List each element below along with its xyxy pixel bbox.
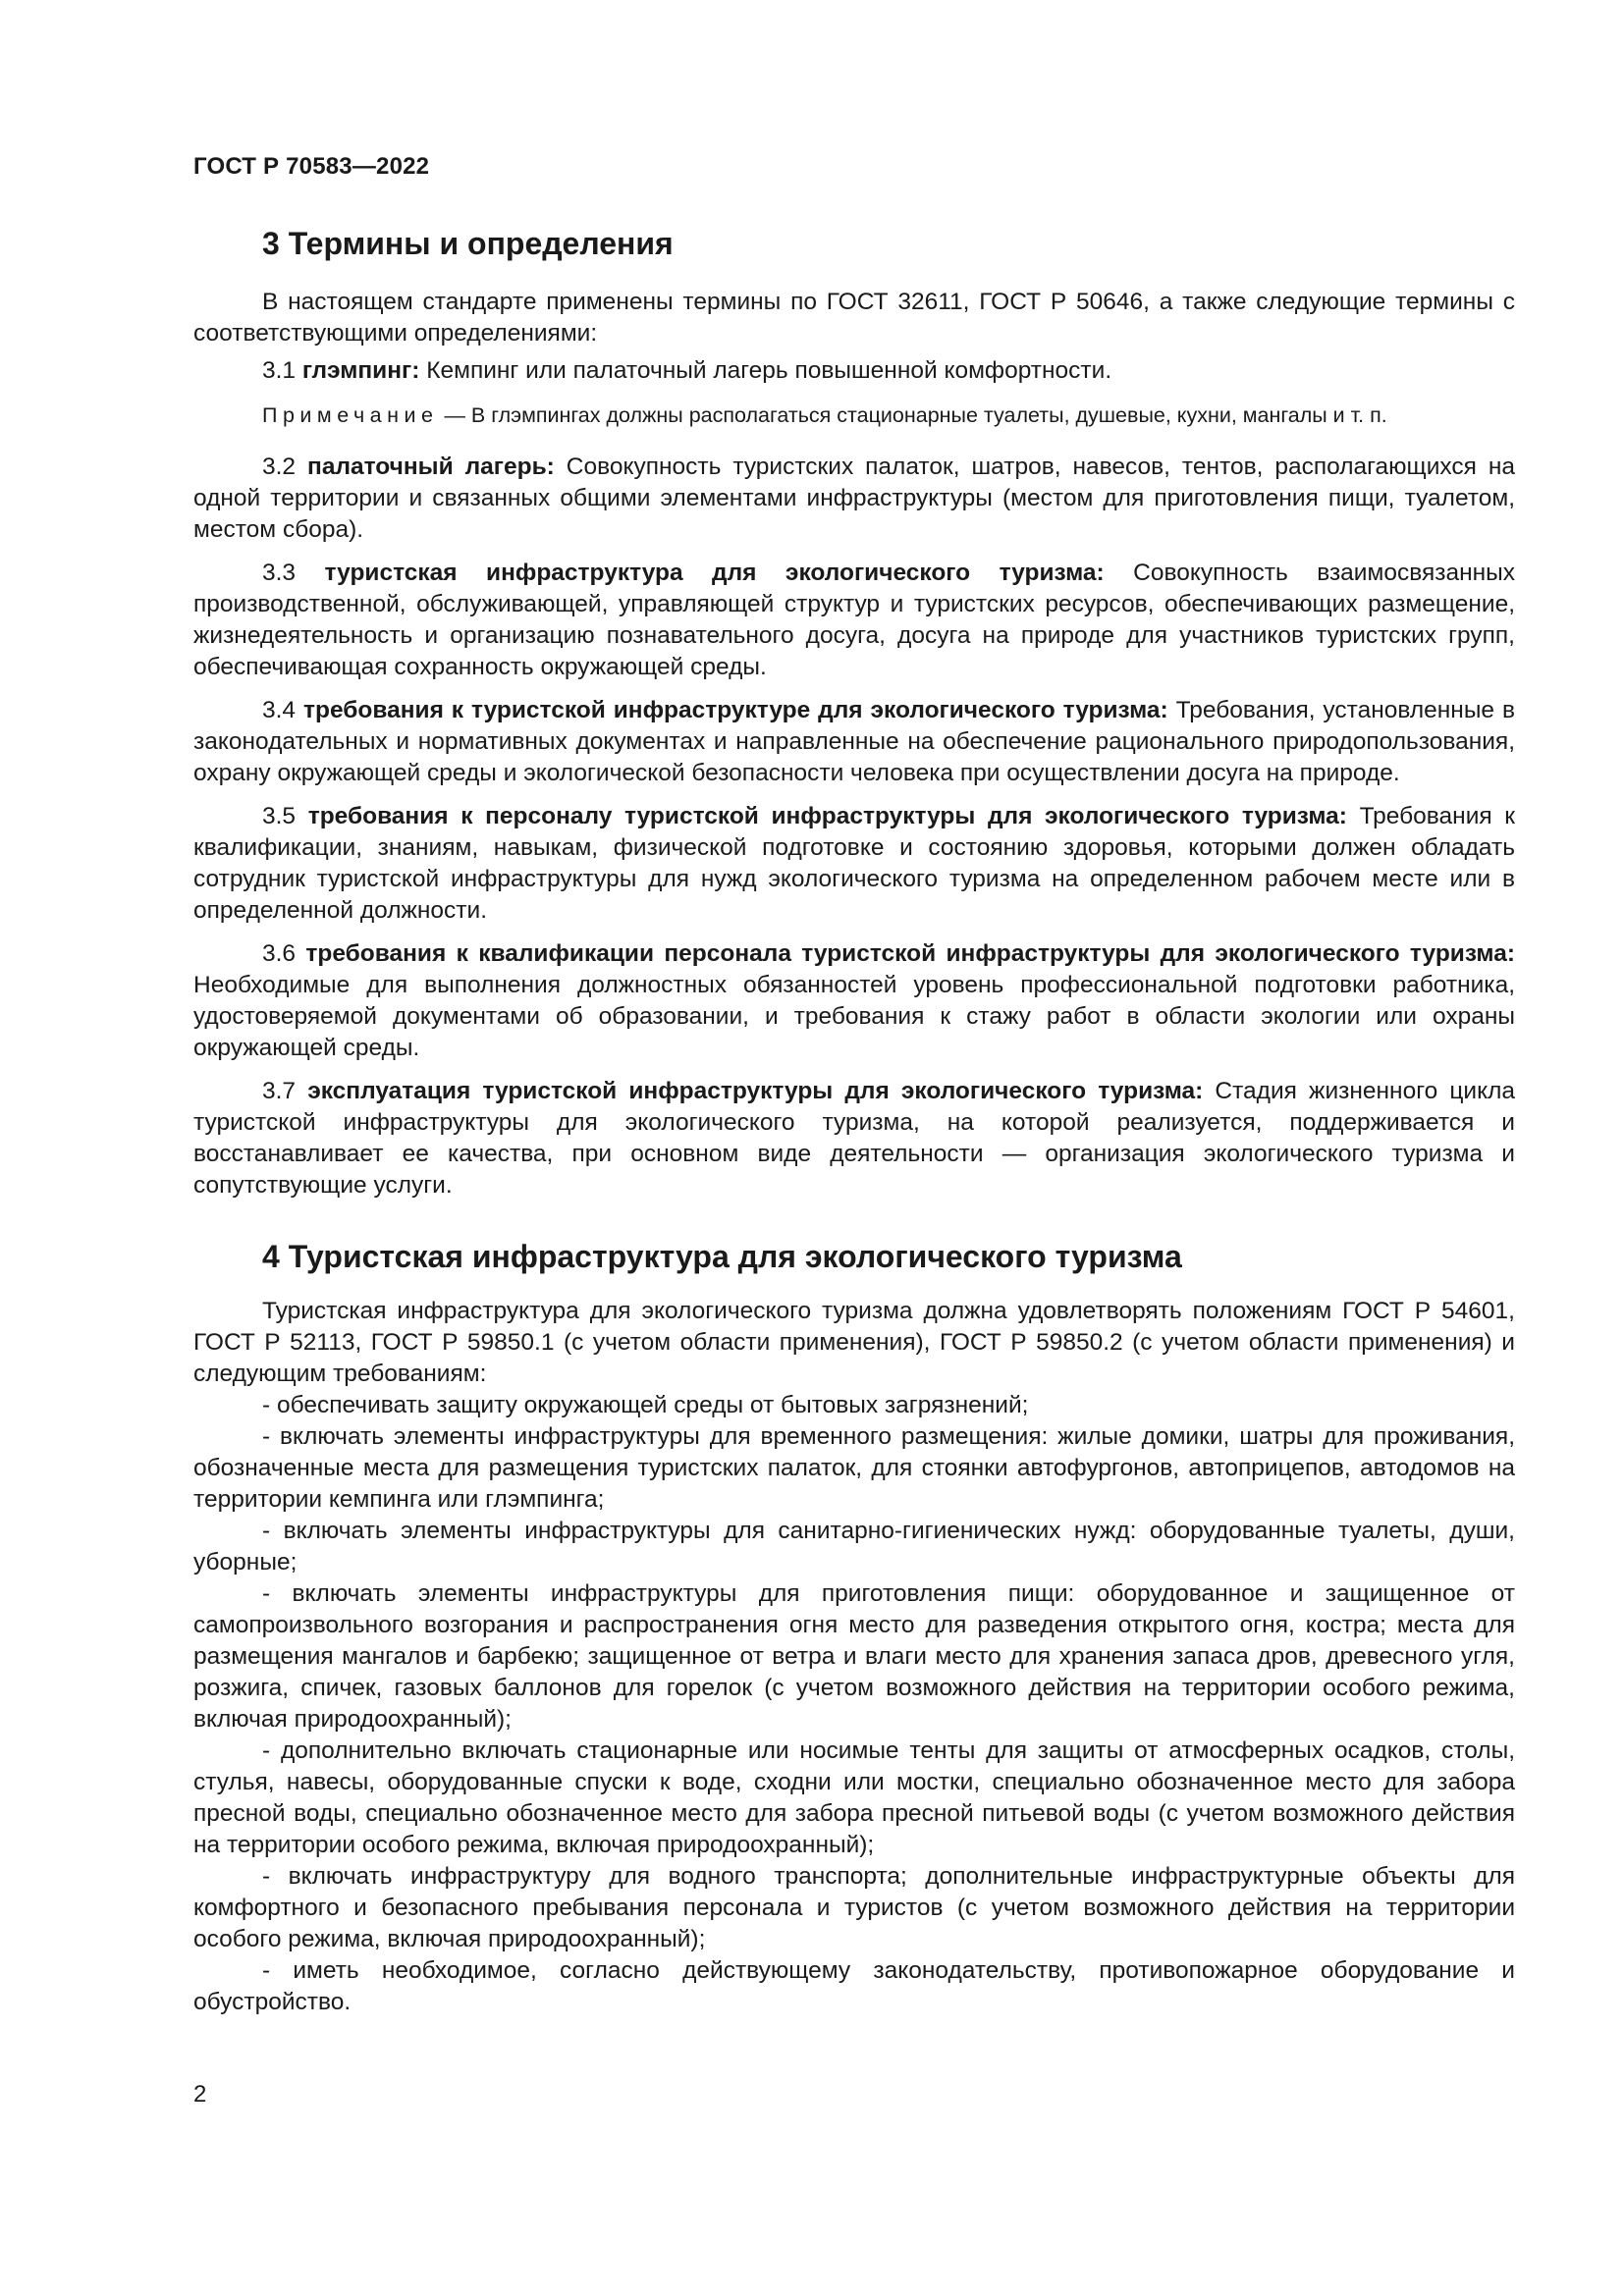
term-number: 3.3 — [262, 560, 297, 586]
document-id-header: ГОСТ Р 70583—2022 — [193, 153, 430, 180]
term-number: 3.7 — [262, 1078, 297, 1104]
note — [193, 400, 1515, 430]
document-body — [193, 224, 1515, 2018]
section-4-intro: Туристская инфраструктура для экологического туризма должна удовлетворять положениям ГОСТ Р 54601, ГОСТ Р 52113, ГОСТ Р 59850.1 (с учетом области применения), ГОСТ Р 59850.2 (с учетом области применения) и следующим требованиям: — [193, 1298, 1515, 1387]
section-3-intro: В настоящем стандарте применены термины по ГОСТ 32611, ГОСТ Р 50646, а также следующие термины с соответствующими определениями: — [193, 289, 1515, 347]
term-3-7 — [193, 1076, 1515, 1201]
note-text: — В глэмпингах должны располагаться стационарные туалеты, душевые, кухни, мангалы и т. п. — [444, 403, 1387, 427]
page-number: 2 — [193, 2081, 207, 2108]
term-definition: Совокупность взаимосвязанных производственной, обслуживающей, управляющей структур и туристских ресурсов, обеспечивающих размещение, жизнедеятельность и организацию познавательного досуга, досуга на природе для участников туристских групп, обеспечивающая сохранность окружающей среды. — [193, 560, 1515, 680]
term-name: требования к квалификации персонала туристской инфраструктуры для экологического туризма: — [305, 940, 1515, 967]
term-number: 3.4 — [262, 697, 297, 723]
term-name: глэмпинг: — [301, 357, 420, 384]
term-name: требования к туристской инфраструктуре для экологического туризма: — [302, 697, 1168, 723]
requirement-item: - включать элементы инфраструктуры для санитарно-гигиенических нужд: оборудованные туалеты, души, уборные; — [193, 1518, 1515, 1575]
term-number: 3.6 — [262, 940, 297, 967]
term-3-3 — [193, 558, 1515, 683]
term-3-4 — [193, 695, 1515, 789]
section-4-title: 4 Туристская инфраструктура для экологического туризма — [262, 1239, 1182, 1274]
term-definition: Совокупность туристских палаток, шатров, навесов, тентов, располагающихся на одной территории и связанных общими элементами инфраструктуры (местом для приготовления пищи, туалетом, местом сбора). — [193, 454, 1515, 543]
requirement-item: - обеспечивать защиту окружающей среды от бытовых загрязнений; — [262, 1392, 1029, 1418]
term-name: эксплуатация туристской инфраструктуры для экологического туризма: — [307, 1078, 1204, 1104]
note-label: Примечание — [262, 403, 439, 427]
requirement-item: - дополнительно включать стационарные или носимые тенты для защиты от атмосферных осадков, столы, стулья, навесы, оборудованные спуски к воде, сходни или мостки, специально обозначенное место для забора пресной воды, специально обозначенное место для забора пресной питьевой воды (с учетом возможного действия на территории особого режима, включая природоохранный); — [193, 1737, 1515, 1858]
requirement-item: - включать элементы инфраструктуры для временного размещения: жилые домики, шатры для проживания, обозначенные места для размещения туристских палаток, для стоянки автофургонов, автоприцепов, автодомов на территории кемпинга или глэмпинга; — [193, 1423, 1515, 1513]
term-number: 3.2 — [262, 454, 297, 480]
term-definition: Требования к квалификации, знаниям, навыкам, физической подготовке и состоянию здоровья, которыми должен обладать сотрудник туристской инфраструктуры для нужд экологического туризма на определенном рабочем месте или в определенной должности. — [193, 803, 1516, 924]
term-3-1 — [193, 355, 1515, 387]
term-definition: Необходимые для выполнения должностных обязанностей уровень профессиональной подготовки работника, удостоверяемой документами об образовании, и требования к стажу работ в области экологии или охраны окружающей среды. — [193, 972, 1515, 1061]
requirement-item: - иметь необходимое, согласно действующему законодательству, противопожарное оборудование и обустройство. — [193, 1957, 1515, 2015]
term-name: требования к персоналу туристской инфраструктуры для экологического туризма: — [307, 803, 1347, 829]
requirement-item: - включать инфраструктуру для водного транспорта; дополнительные инфраструктурные объекты для комфортного и безопасного пребывания персонала и туристов (с учетом возможного действия на территории особого режима, включая природоохранный); — [193, 1863, 1515, 1952]
term-number: 3.1 — [262, 357, 297, 384]
term-definition: Требования, установленные в законодательных и нормативных документах и направленные на обеспечение рационального природопользования, охрану окружающей среды и экологической безопасности человека при осуществлении досуга на природе. — [193, 697, 1515, 786]
section-3-title: 3 Термины и определения — [262, 226, 674, 261]
term-name: палаточный лагерь: — [307, 454, 555, 480]
term-3-2 — [193, 452, 1515, 546]
term-number: 3.5 — [262, 803, 297, 829]
term-3-5 — [193, 801, 1515, 927]
term-3-6 — [193, 938, 1515, 1064]
term-name: туристская инфраструктура для экологического туризма: — [324, 560, 1105, 586]
term-definition: Кемпинг или палаточный лагерь повышенной комфортности. — [426, 357, 1112, 384]
requirement-item: - включать элементы инфраструктуры для приготовления пищи: оборудованное и защищенное от самопроизвольного возгорания и распространения огня место для разведения открытого огня, костра; места для размещения мангалов и барбекю; защищенное от ветра и влаги место для хранения запаса дров, древесного угля, розжига, спичек, газовых баллонов для горелок (с учетом возможного действия на территории особого режима, включая природоохранный); — [193, 1580, 1515, 1733]
term-definition: Стадия жизненного цикла туристской инфраструктуры для экологического туризма, на которой реализуется, поддерживается и восстанавливает ее качества, при основном виде деятельности — организация экологического туризма и сопутствующие услуги. — [193, 1078, 1515, 1199]
